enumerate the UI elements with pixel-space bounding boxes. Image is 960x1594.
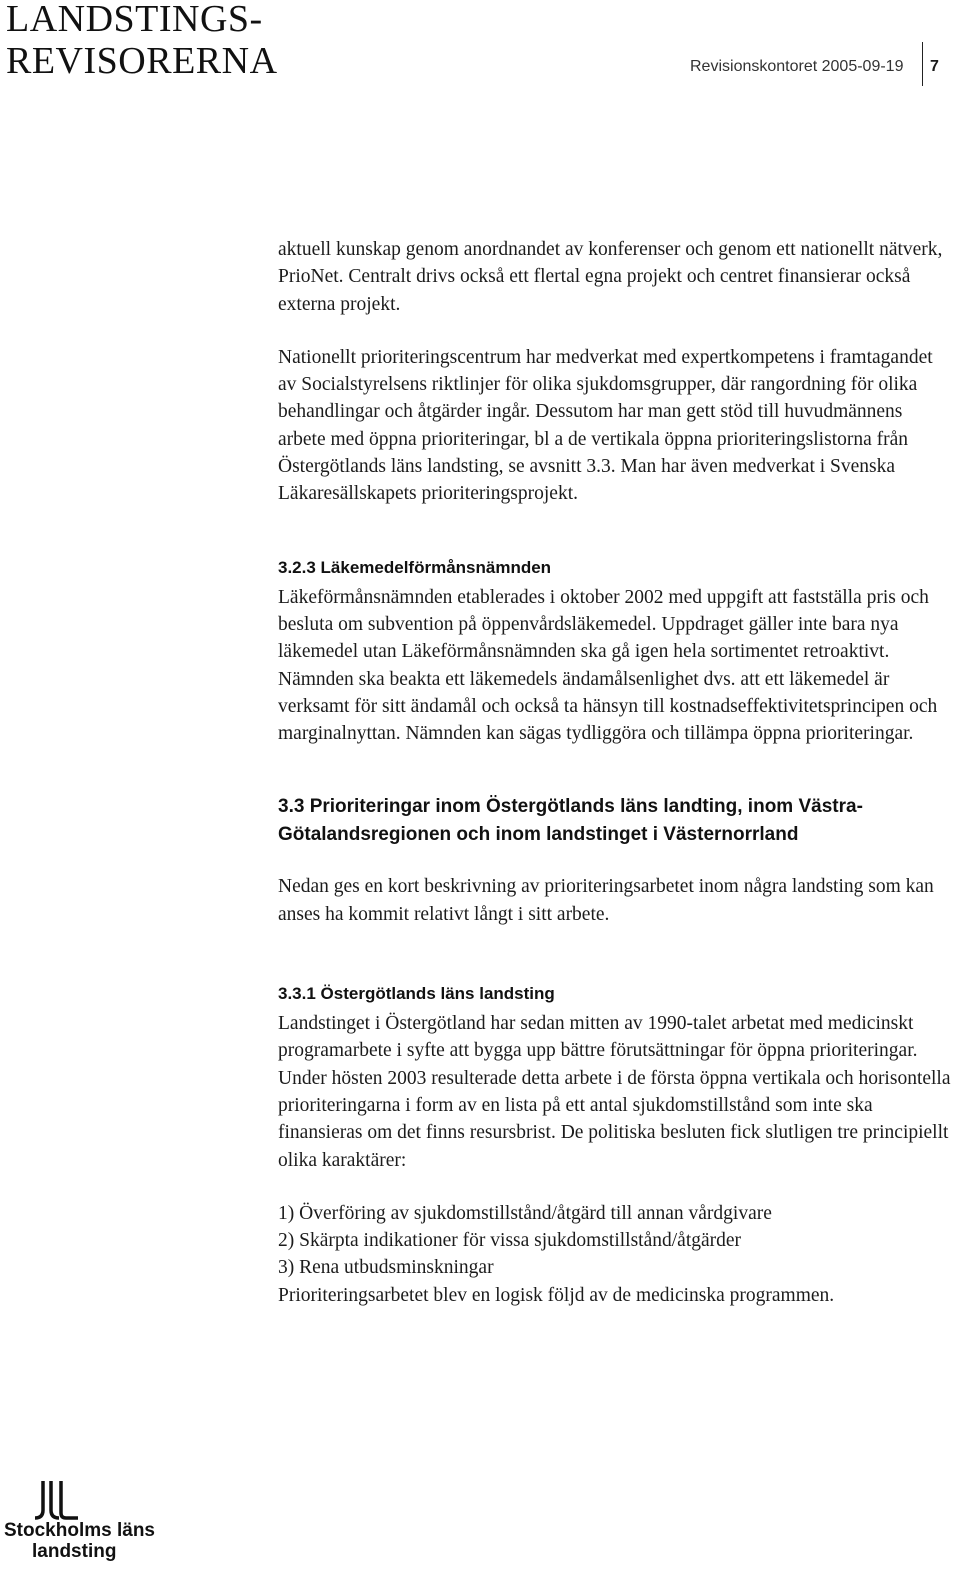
heading-3-2-3: 3.2.3 Läkemedelförmånsnämnden [278,557,552,577]
paragraph-3-3: Nedan ges en kort beskrivning av prioriteringsarbetet inom några landsting som kan anses ha kommit relativt långt i sitt arbete. [278,876,934,925]
sll-logo-line-1: Stockholms läns [4,1520,155,1541]
list-item-3: 3) Rena utbudsminskningar [278,1257,494,1279]
list-item-1: 1) Överföring av sjukdomstillstånd/åtgärd till annan vårdgivare [278,1202,772,1224]
sll-logo-line-2: landsting [32,1541,117,1562]
heading-3-3: 3.3 Prioriteringar inom Östergötlands läns landting, inom Västra-Götalandsregionen och inom landstinget i Västernorrland [278,796,863,846]
heading-3-3-1: 3.3.1 Östergötlands läns landsting [278,984,555,1004]
main-content [278,236,954,1309]
list-item-2: 2) Skärpta indikationer för vissa sjukdomstillstånd/åtgärder [278,1230,742,1252]
paragraph-3-2-3: Läkeförmånsnämnden etablerades i oktober 2002 med uppgift att fastställa pris och besluta om subvention på öppenvårdsläkemedel. Uppdraget gäller inte bara nya läkemedel utan Läkeförmånsnämnden ska gå igen hela sortimentet retroaktivt. Nämnden ska beakta ett läkemedels ändamålsenlighet dvs. att ett läkemedel är verksamt för sitt ändamål och också ta hänsyn till kostnadseffektivitetsprincipen och marginalnyttan. Nämnden kan sägas tydliggöra och tillämpa öppna prioriteringar. [278,586,938,745]
sll-logo-icon [32,1480,80,1520]
brand-line-2: REVISORERNA [6,40,278,82]
paragraph-2: Nationellt prioriteringscentrum har medverkat med expertkompetens i framtagandet av Socialstyrelsens riktlinjer för olika sjukdomsgrupper, där rangordning för olika behandlingar och åtgärder ingår. Dessutom har man gett stöd till huvudmännens arbete med öppna prioriteringar, bl a de vertikala öppna prioriteringslistorna från Östergötlands läns landsting, se avsnitt 3.3. Man har även medverkat i Svenska Läkaresällskapets prioriteringsprojekt. [278,346,933,505]
brand-line-1: LANDSTINGS- [6,0,263,40]
sll-logo [4,1480,174,1562]
paragraph-1: aktuell kunskap genom anordnandet av konferenser och genom ett nationellt nätverk, PrioNet. Centralt drivs också ett flertal egna projekt och centret finansierar också externa projekt. [278,239,943,315]
priority-list [278,1200,954,1309]
paragraph-3-3-1: Landstinget i Östergötland har sedan mitten av 1990-talet arbetat med medicinskt programarbete i syfte att bygga upp bättre förutsättningar för öppna prioriteringar. Under hösten 2003 resulterade detta arbete i de första öppna vertikala och horisontella prioriteringarna i form av en lista på ett antal sjukdomstillstånd som inte ska finansieras om det finns resursbrist. De politiska besluten fick slutligen tre principiellt olika karaktärer: [278,1013,951,1171]
closing-line: Prioriteringsarbetet blev en logisk följd av de medicinska programmen. [278,1284,835,1306]
page-number-box [922,42,939,86]
page-number: 7 [930,58,939,75]
brand-title [6,0,278,82]
office-date: Revisionskontoret 2005-09-19 [690,58,904,75]
